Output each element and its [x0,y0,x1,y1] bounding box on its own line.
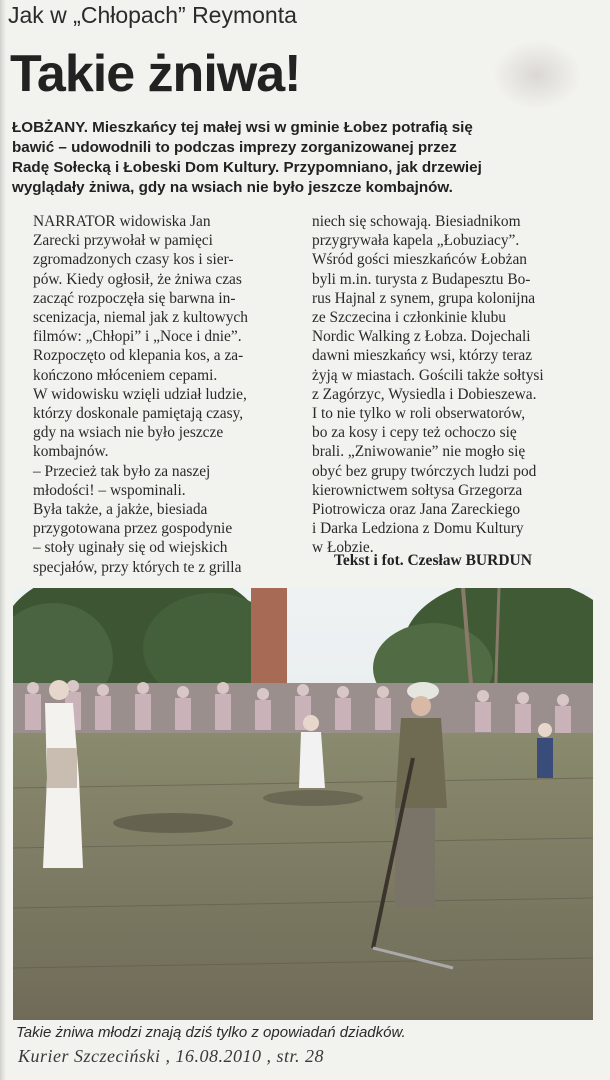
article-text-line: brali. „Zniwowanie” nie mogło się [312,443,526,461]
article-text-line: kierownictwem sołtysa Grzegorza [312,481,523,499]
article-text-line: rus Hajnal z synem, grupa kolonijna [312,289,536,307]
article-text-line: w Łobzie. [312,539,374,557]
article-text-line: kończono młóceniem cepami. [33,366,218,384]
article-text-line: Wśród gości mieszkańców Łobżan [312,251,527,269]
article-text-line: byli m.in. turysta z Budapesztu Bo- [312,270,531,288]
article-column-2 [312,212,590,558]
article-text-line: żyją w miastach. Gościli także sołtysi [312,366,544,384]
harvest-photo [13,588,593,1020]
article-text-line: przygotowana przez gospodynie [33,520,233,538]
lead-dateline: ŁOBŻANY. [12,119,88,136]
article-text-line: specjałów, przy których te z grilla [33,558,242,576]
article-text-line: młodości! – wspominali. [33,481,186,499]
paper-edge-shadow [0,0,6,1080]
article-text-line: Nordic Walking z Łobza. Dojechali [312,328,531,346]
article-text-line: pów. Kiedy ogłosił, że żniwa czas [33,270,242,288]
article-text-line: i Darka Ledziona z Domu Kultury [312,520,524,538]
article-text-line: dawni mieszkańcy wsi, którzy teraz [312,347,533,365]
article-text-line: Zarecki przywołał w pamięci [33,232,213,250]
article-text-line: – stoły uginały się od wiejskich [33,539,228,557]
article-text-line: niech się schowają. Biesiadnikom [312,213,521,230]
lead-line: bawić – udowodnili to podczas imprezy zorganizowanej przez [12,139,457,156]
article-text-line: – Przecież tak było za naszej [33,462,211,480]
article-text-line: Była także, a jakże, biesiada [33,501,208,519]
harvest-photo-illustration [13,588,593,1020]
lead-line: Mieszkańcy tej małej wsi w gminie Łobez potrafią się [92,119,473,136]
photo-caption: Takie żniwa młodzi znają dziś tylko z opowiadań dziadków. [16,1024,406,1041]
article-text-line: przygrywała kapela „Łobuziacy”. [312,232,520,250]
article-text-line: NARRATOR widowiska Jan [33,213,211,230]
article-text-line: ze Szczecina i członkinie klubu [312,309,507,327]
article-text-line: zacząć rozpoczęła się barwna in- [33,289,236,307]
article-headline: Takie żniwa! [10,45,301,103]
article-text-line: scenizacja, niemal jak z kultowych [33,309,248,327]
article-text-line: bo za kosy i cepy też ochoczo się [312,424,517,442]
article-text-line: Piotrowicza oraz Jana Zareckiego [312,501,521,519]
lead-line: wyglądały żniwa, gdy na wsiach nie było jeszcze kombajnów. [12,179,453,196]
article-text-line: kombajnów. [33,443,109,461]
article-text-line: filmów: „Chłopi” i „Noce i dnie”. [33,328,242,346]
article-text-line: z Zagórzyc, Wysiedla i Dobieszewa. [312,385,537,403]
article-text-line: zgromadzonych czasy kos i sier- [33,251,234,269]
article-byline: Tekst i fot. Czesław BURDUN [334,552,532,569]
article-text-line: W widowisku wzięli udział ludzie, [33,385,247,403]
article-text-line: I to nie tylko w roli obserwatorów, [312,405,526,423]
paper-stain [492,40,582,110]
lead-line: Radę Sołecką i Łobeski Dom Kultury. Przypomniano, jak drzewiej [12,159,482,176]
article-text-line: obyć bez grupy twórczych ludzi pod [312,462,537,480]
handwritten-source-note: Kurier Szczeciński , 16.08.2010 , str. 28 [18,1046,324,1066]
article-text-line: Rozpoczęto od klepania kos, a za- [33,347,244,365]
article-text-line: gdy na wsiach nie było jeszcze [33,424,224,442]
article-lead [12,118,598,198]
article-column-1 [33,212,291,577]
article-text-line: którzy doskonale pamiętają czasy, [33,405,244,423]
article-kicker: Jak w „Chłopach” Reymonta [8,2,297,28]
